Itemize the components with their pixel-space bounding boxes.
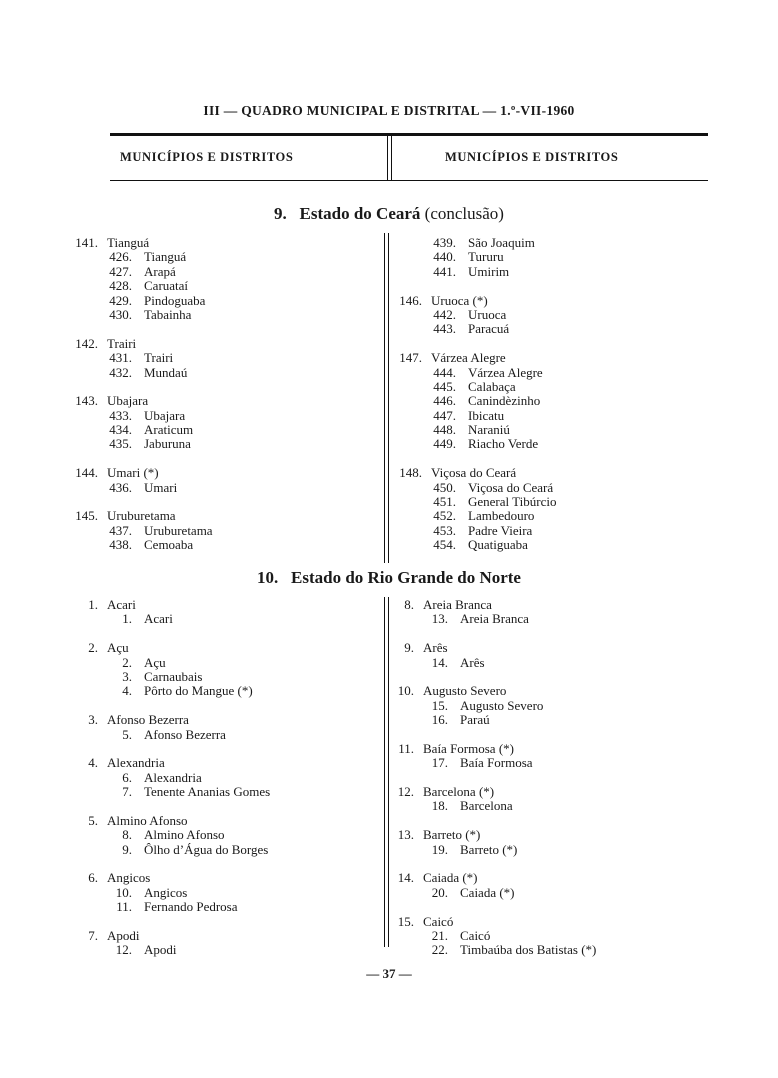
municipality-row [388,828,596,842]
district-name: Timbaúba dos Batistas (*) [460,942,597,958]
district-name: Padre Vieira [468,522,533,538]
municipality-row [396,294,556,308]
municipality-name: Barreto (*) [423,827,481,843]
district-name: General Tibúrcio [468,494,557,510]
municipality-row [388,598,596,612]
column-heading-left: MUNICÍPIOS E DISTRITOS [120,150,294,164]
district-name: Almino Afonso [144,827,225,843]
municipality-row [396,351,556,365]
spacer [72,452,213,466]
municipality-name: Apodi [107,927,140,943]
header-rule-top [110,133,708,136]
district-number: 446. [433,393,456,409]
municipality-row [388,915,596,929]
municipality-name: Ubajara [107,393,149,409]
district-name: Caruataí [144,278,189,294]
district-name: Paraú [460,712,490,728]
district-number: 428. [109,278,132,294]
district-row [388,886,596,900]
district-number: 439. [433,235,456,250]
column-right [388,598,596,958]
district-number: 449. [433,436,456,452]
municipality-name: Acari [107,597,136,612]
municipality-number: 141. [75,235,98,250]
district-name: Uruburetama [144,522,213,538]
district-name: Pôrto do Mangue (*) [144,683,253,699]
municipality-name: Angicos [107,870,151,886]
district-name: Naraniú [468,422,510,438]
district-row [388,929,596,943]
district-row [72,351,213,365]
district-name: Caicó [460,927,491,943]
spacer [388,857,596,871]
spacer [72,380,213,394]
municipality-name: Augusto Severo [423,683,507,699]
district-row [72,771,270,785]
spacer [388,814,596,828]
municipality-number: 2. [88,640,98,656]
district-row [396,308,556,322]
column-divider-header-a [387,136,388,180]
district-name: Várzea Alegre [468,364,543,380]
district-name: Fernando Pedrosa [144,899,238,915]
municipality-name: Alexandria [107,755,165,771]
district-name: Lambedouro [468,508,535,524]
column-divider-header-b [391,136,392,180]
municipality-number: 146. [399,292,422,308]
municipality-row [72,394,213,408]
district-row [72,943,270,957]
district-number: 438. [109,537,132,553]
district-row [396,538,556,552]
district-row [396,524,556,538]
district-row [72,656,270,670]
municipality-number: 15. [397,913,414,929]
section-note: (conclusão) [424,204,504,223]
district-row [72,828,270,842]
municipality-number: 144. [75,465,98,481]
district-name: Paracuá [468,321,510,337]
municipality-name: Uruoca (*) [431,292,488,308]
district-name: Angicos [144,884,188,900]
district-number: 10. [115,884,132,900]
municipality-number: 148. [399,465,422,481]
district-name: Arês [460,654,485,670]
column-right [396,236,556,553]
municipality-number: 10. [397,683,414,699]
district-name: Caiada (*) [460,884,515,900]
municipality-name: Caiada (*) [423,870,478,886]
district-row [72,785,270,799]
district-name: Barreto (*) [460,841,518,857]
municipality-number: 3. [88,712,98,728]
section-heading-rio-grande-do-norte [0,568,778,588]
district-number: 448. [433,422,456,438]
section-number: 9. [274,204,287,223]
municipality-name: Areia Branca [423,597,492,612]
municipality-number: 6. [88,870,98,886]
district-row [396,366,556,380]
municipality-row [72,814,270,828]
district-row [396,437,556,451]
district-number: 437. [109,522,132,538]
section-state: Estado do Rio Grande do Norte [291,568,521,587]
district-row [396,394,556,408]
municipality-row [388,785,596,799]
district-name: Trairi [144,350,174,366]
district-row [72,886,270,900]
municipality-number: 143. [75,393,98,409]
district-name: Areia Branca [460,611,529,627]
district-name: Riacho Verde [468,436,539,452]
district-number: 19. [431,841,448,857]
district-number: 426. [109,249,132,265]
district-name: Ibicatu [468,407,505,423]
district-name: São Joaquim [468,235,535,250]
district-row [72,409,213,423]
municipality-name: Viçosa do Ceará [431,465,517,481]
district-name: Arapá [144,263,176,279]
district-number: 6. [122,769,132,785]
district-number: 9. [122,841,132,857]
district-number: 433. [109,407,132,423]
district-row [72,250,213,264]
district-number: 444. [433,364,456,380]
district-number: 13. [431,611,448,627]
spacer [72,495,213,509]
district-row [72,524,213,538]
municipality-number: 11. [398,740,414,756]
municipality-row [72,466,213,480]
municipality-number: 13. [397,827,414,843]
district-row [396,509,556,523]
district-number: 8. [122,827,132,843]
district-name: Viçosa do Ceará [468,479,554,495]
district-row [72,481,213,495]
district-row [72,366,213,380]
district-row [72,308,213,322]
district-row [396,322,556,336]
spacer [396,452,556,466]
district-row [72,294,213,308]
district-row [388,699,596,713]
municipality-name: Várzea Alegre [431,350,506,366]
municipality-row [388,641,596,655]
district-row [72,279,213,293]
district-name: Calabaça [468,378,516,394]
municipality-number: 12. [397,784,414,800]
district-row [72,900,270,914]
district-number: 4. [122,683,132,699]
district-number: 434. [109,422,132,438]
page-number: — 37 — [366,966,412,981]
municipality-row [396,466,556,480]
spacer [72,742,270,756]
municipality-row [388,684,596,698]
spacer [396,337,556,351]
header-rule-bottom [110,180,708,181]
district-number: 18. [431,798,448,814]
district-name: Augusto Severo [460,697,544,713]
district-name: Araticum [144,422,194,438]
district-row [396,495,556,509]
spacer [388,627,596,641]
district-number: 16. [431,712,448,728]
district-row [72,423,213,437]
district-row [72,612,270,626]
district-row [388,612,596,626]
municipality-number: 4. [88,755,98,771]
district-number: 3. [122,668,132,684]
district-row [388,943,596,957]
municipality-row [72,713,270,727]
municipality-number: 7. [88,927,98,943]
district-number: 7. [122,784,132,800]
district-number: 21. [431,927,448,943]
municipality-number: 147. [399,350,422,366]
district-number: 431. [109,350,132,366]
municipality-number: 8. [404,597,414,612]
municipality-number: 1. [88,597,98,612]
municipality-row [72,598,270,612]
spacer [388,670,596,684]
spacer [72,799,270,813]
district-row [396,423,556,437]
municipality-name: Afonso Bezerra [107,712,189,728]
municipality-name: Açu [107,640,129,656]
municipality-row [388,871,596,885]
municipality-row [72,929,270,943]
district-row [388,713,596,727]
municipality-name: Tianguá [107,235,150,250]
district-number: 20. [431,884,448,900]
district-name: Açu [144,654,166,670]
spacer [388,900,596,914]
municipality-name: Caicó [423,913,454,929]
municipality-number: 5. [88,812,98,828]
spacer [396,279,556,293]
column-left [72,598,270,958]
district-name: Ôlho d’Água do Borges [144,841,269,857]
district-name: Acari [144,611,173,627]
municipality-row [72,236,213,250]
district-name: Barcelona [460,798,513,814]
municipality-row [72,871,270,885]
district-row [396,409,556,423]
district-number: 22. [431,942,448,958]
district-number: 11. [116,899,132,915]
district-name: Tenente Ananias Gomes [144,784,271,800]
municipality-name: Uruburetama [107,508,176,524]
district-row [72,437,213,451]
district-number: 440. [433,249,456,265]
district-name: Quatiguaba [468,537,528,553]
municipality-number: 14. [397,870,414,886]
district-row [72,670,270,684]
district-number: 436. [109,479,132,495]
municipality-name: Arês [423,640,448,656]
column-divider [384,597,385,947]
district-name: Carnaubais [144,668,203,684]
municipality-number: 9. [404,640,414,656]
district-number: 441. [433,263,456,279]
district-row [396,481,556,495]
district-name: Canindèzinho [468,393,541,409]
municipality-row [72,756,270,770]
district-number: 451. [433,494,456,510]
municipality-number: 145. [75,508,98,524]
district-number: 427. [109,263,132,279]
district-name: Pindoguaba [144,292,206,308]
municipality-number: 142. [75,335,98,351]
district-row [388,799,596,813]
municipality-name: Trairi [107,335,137,351]
district-number: 445. [433,378,456,394]
district-name: Apodi [144,942,177,958]
district-number: 453. [433,522,456,538]
municipality-name: Almino Afonso [107,812,188,828]
district-number: 432. [109,364,132,380]
district-number: 443. [433,321,456,337]
section-number: 10. [257,568,279,587]
spacer [72,627,270,641]
page-header-title: III — QUADRO MUNICIPAL E DISTRITAL — 1.º-VII-1960 [203,103,575,118]
spacer [388,771,596,785]
district-number: 12. [115,942,132,958]
district-name: Umari [144,479,178,495]
district-row [388,656,596,670]
district-row [72,728,270,742]
district-row [396,265,556,279]
district-name: Afonso Bezerra [144,726,226,742]
district-name: Umirim [468,263,510,279]
district-name: Baía Formosa [460,755,533,771]
district-name: Alexandria [144,769,202,785]
spacer [72,857,270,871]
column-divider [384,233,385,563]
municipality-name: Umari (*) [107,465,159,481]
column-heading-right: MUNICÍPIOS E DISTRITOS [445,150,619,164]
district-name: Jaburuna [144,436,191,452]
district-row [388,843,596,857]
district-number: 15. [431,697,448,713]
district-number: 450. [433,479,456,495]
district-name: Uruoca [468,306,507,322]
municipality-row [72,337,213,351]
district-name: Tianguá [144,249,187,265]
section-heading-ceara [0,204,778,224]
district-number: 447. [433,407,456,423]
district-row [396,250,556,264]
district-row [72,538,213,552]
spacer [72,699,270,713]
district-row [388,756,596,770]
district-row [72,684,270,698]
district-name: Tururu [468,249,504,265]
spacer [72,915,270,929]
district-number: 17. [431,755,448,771]
district-number: 14. [431,654,448,670]
district-number: 454. [433,537,456,553]
district-name: Cemoaba [144,537,194,553]
district-number: 442. [433,306,456,322]
municipality-row [72,641,270,655]
district-name: Tabainha [144,306,192,322]
municipality-row [72,509,213,523]
district-number: 435. [109,436,132,452]
district-number: 430. [109,306,132,322]
column-left [72,236,213,553]
municipality-row [388,742,596,756]
district-row [72,843,270,857]
district-row [72,265,213,279]
district-name: Mundaú [144,364,188,380]
district-row [396,380,556,394]
spacer [388,728,596,742]
district-number: 429. [109,292,132,308]
municipality-name: Baía Formosa (*) [423,740,514,756]
column-divider [388,233,389,563]
district-number: 2. [122,654,132,670]
section-state: Estado do Ceará [299,204,421,223]
district-number: 452. [433,508,456,524]
district-number: 1. [122,611,132,627]
district-name: Ubajara [144,407,186,423]
district-row [396,236,556,250]
district-number: 5. [122,726,132,742]
municipality-name: Barcelona (*) [423,784,495,800]
spacer [72,322,213,336]
